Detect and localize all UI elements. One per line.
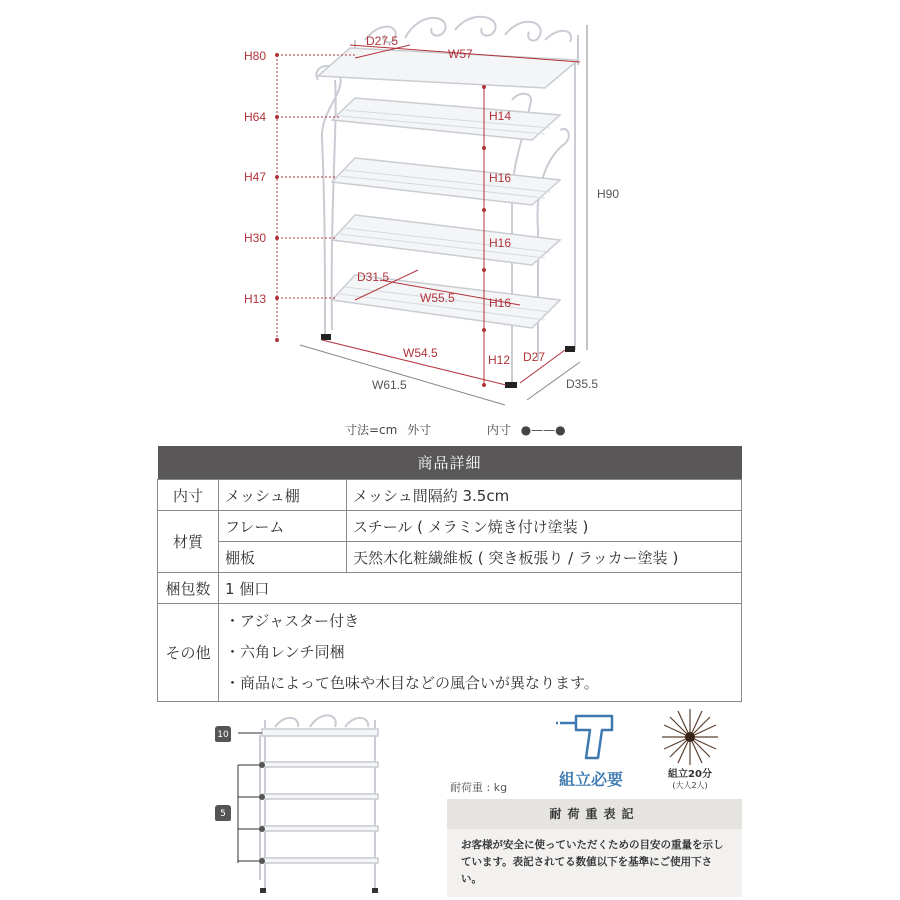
shelf-load-weight-icon: 5 xyxy=(215,805,231,821)
dim-base-depth: D27 xyxy=(523,350,546,364)
dim-height-64: H64 xyxy=(244,110,267,124)
details-header: 商品詳細 xyxy=(158,446,742,480)
other-notes xyxy=(219,604,742,702)
dim-height-80: H80 xyxy=(244,49,267,63)
dim-gap-2: H16 xyxy=(489,171,512,185)
inner-size-value: メッシュ間隔約 3.5cm xyxy=(347,480,742,511)
dim-outer-width: W61.5 xyxy=(372,378,407,392)
dim-gap-4: H16 xyxy=(489,296,512,310)
shelf-drawing xyxy=(0,0,900,420)
load-notice-title: 耐荷重表記 xyxy=(447,799,742,829)
note-item: ・アジャスター付き xyxy=(225,612,360,630)
dim-outer-depth: D35.5 xyxy=(566,377,599,391)
note-item: ・商品によって色味や木目などの風合いが異なります。 xyxy=(225,674,599,692)
frame-sub: フレーム xyxy=(219,511,347,542)
dim-gap-3: H16 xyxy=(489,236,512,250)
table-row xyxy=(158,604,742,702)
inner-size-sub: メッシュ棚 xyxy=(219,480,347,511)
frame-value: スチール ( メラミン焼き付け塗装 ) xyxy=(347,511,742,542)
dim-height-13: H13 xyxy=(244,292,267,306)
top-load-weight-icon: 10 xyxy=(215,726,231,742)
inner-legend-arrow-icon: ●——● xyxy=(520,423,566,437)
drill-icon xyxy=(556,710,620,762)
load-notice-box xyxy=(447,799,742,897)
unit-text: 寸法=cm xyxy=(345,423,398,437)
dim-total-height: H90 xyxy=(597,187,620,201)
dim-top-depth: D27.5 xyxy=(366,34,399,48)
shelf-value: 天然木化粧繊維板 ( 突き板張り / ラッカー塗装 ) xyxy=(347,542,742,573)
package-value: 1 個口 xyxy=(219,573,742,604)
inner-size-label: 内寸 xyxy=(158,480,219,511)
outer-legend: 外寸 xyxy=(407,423,432,437)
diagram-top-shelf xyxy=(262,729,378,736)
package-label: 梱包数 xyxy=(158,573,219,604)
table-row xyxy=(158,480,742,511)
inner-legend: 内寸 xyxy=(486,423,511,437)
dim-gap-1: H14 xyxy=(489,109,512,123)
assembly-people: (大人2人) xyxy=(672,781,708,790)
assembly-time-text: 組立20分 xyxy=(668,769,712,780)
assembly-required-label: 組立必要 xyxy=(559,770,624,789)
dim-height-47: H47 xyxy=(244,170,267,184)
dim-gap-5: H12 xyxy=(488,353,511,367)
shelf-sub: 棚板 xyxy=(219,542,347,573)
table-row xyxy=(158,573,742,604)
other-label: その他 xyxy=(158,604,219,702)
product-details-table xyxy=(157,446,742,702)
time-burst-icon xyxy=(660,707,720,767)
table-row xyxy=(158,542,742,573)
table-row xyxy=(158,511,742,542)
dim-base-width: W54.5 xyxy=(403,346,438,360)
load-axis-label: 耐荷重 : kg xyxy=(450,781,508,794)
load-notice-text: お客様が安全に使っていただくための目安の重量を示しています。表記されてる数値以下を基準にご使用下さい。 xyxy=(461,839,724,885)
dim-shelf-width: W55.5 xyxy=(420,291,455,305)
material-label: 材質 xyxy=(158,511,219,573)
dim-top-width: W57 xyxy=(448,47,473,61)
unit-legend xyxy=(345,421,572,438)
dim-height-30: H30 xyxy=(244,231,267,245)
assembly-time xyxy=(660,769,720,791)
note-item: ・六角レンチ同梱 xyxy=(225,643,345,661)
dim-shelf-depth: D31.5 xyxy=(357,270,390,284)
